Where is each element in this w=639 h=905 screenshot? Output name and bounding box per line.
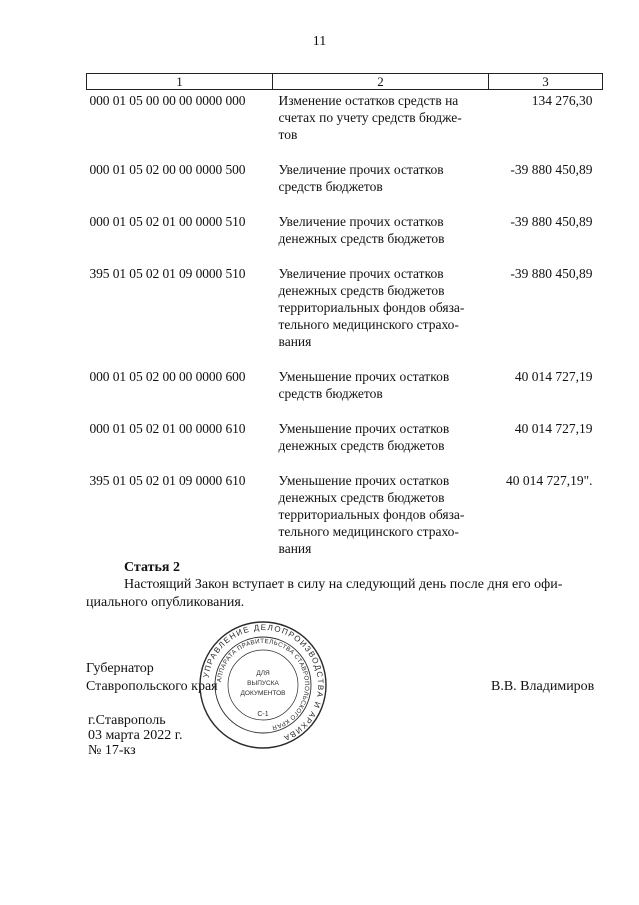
row-name: Изменение остатков средств на счетах по учету средств бюдже- тов — [278, 93, 462, 142]
table-row — [87, 263, 603, 366]
issue-city: г.Ставрополь — [88, 713, 166, 728]
row-code: 000 01 05 02 01 00 0000 510 — [89, 214, 246, 229]
stamp-inner-text: АППАРАТА ПРАВИТЕЛЬСТВА СТАВРОПОЛЬСКОГО КРАЯ — [216, 637, 311, 732]
table-row — [87, 418, 603, 470]
row-name: Увеличение прочих остатков денежных средств бюджетов — [278, 214, 445, 246]
row-code: 000 01 05 00 00 00 0000 000 — [89, 93, 246, 108]
budget-sources-table — [86, 73, 603, 573]
row-code: 000 01 05 02 00 00 0000 500 — [89, 162, 246, 177]
stamp-code: С-1 — [257, 711, 269, 718]
stamp-center-line-2: ВЫПУСКА — [247, 680, 279, 687]
column-header-code: 1 — [87, 74, 273, 90]
signatory-title: Губернатор Ставропольского края — [86, 661, 218, 694]
table-row — [87, 470, 603, 573]
row-code: 395 01 05 02 01 09 0000 510 — [89, 266, 246, 281]
row-code: 000 01 05 02 00 00 0000 600 — [89, 369, 246, 384]
table-row — [87, 366, 603, 418]
signatory-name: В.В. Владимиров — [491, 679, 595, 694]
stamp-outer-text: УПРАВЛЕНИЕ ДЕЛОПРОИЗВОДСТВА И АРХИВА — [201, 622, 326, 744]
row-amount: -39 880 450,89 — [510, 162, 593, 177]
issue-number: № 17-кз — [88, 743, 136, 758]
table-row — [87, 90, 603, 160]
row-amount: 40 014 727,19". — [505, 473, 593, 488]
stamp-seal-icon — [197, 619, 329, 751]
row-name: Уменьшение прочих остатков средств бюджетов — [278, 369, 450, 401]
row-amount: 40 014 727,19 — [514, 421, 593, 436]
row-amount: -39 880 450,89 — [510, 214, 593, 229]
article-text: Настоящий Закон вступает в силу на следующий день после дня его офи- циального опубликования. — [86, 577, 563, 610]
article-title: Статья 2 — [124, 560, 180, 575]
row-amount: -39 880 450,89 — [510, 266, 593, 281]
row-name: Увеличение прочих остатков средств бюджетов — [278, 162, 444, 194]
row-name: Увеличение прочих остатков денежных средств бюджетов территориальных фондов обяза- тельного медицинского страхо- вания — [278, 266, 465, 349]
row-name: Уменьшение прочих остатков денежных средств бюджетов территориальных фондов обяза- тельного медицинского страхо- вания — [278, 473, 465, 556]
issue-details — [88, 713, 182, 758]
official-stamp — [197, 619, 329, 751]
issue-date: 03 марта 2022 г. — [88, 728, 183, 743]
page-number: 11 — [312, 34, 327, 49]
table-header-row — [87, 74, 603, 90]
column-header-name: 2 — [273, 74, 489, 90]
stamp-center-line-1: ДЛЯ — [256, 670, 270, 677]
row-code: 000 01 05 02 01 00 0000 610 — [89, 421, 246, 436]
column-header-amount: 3 — [489, 74, 603, 90]
stamp-center-line-3: ДОКУМЕНТОВ — [240, 690, 286, 697]
row-amount: 40 014 727,19 — [514, 369, 593, 384]
row-amount: 134 276,30 — [531, 93, 593, 108]
row-name: Уменьшение прочих остатков денежных средств бюджетов — [278, 421, 450, 453]
table-row — [87, 211, 603, 263]
table-row — [87, 159, 603, 211]
row-code: 395 01 05 02 01 09 0000 610 — [89, 473, 246, 488]
